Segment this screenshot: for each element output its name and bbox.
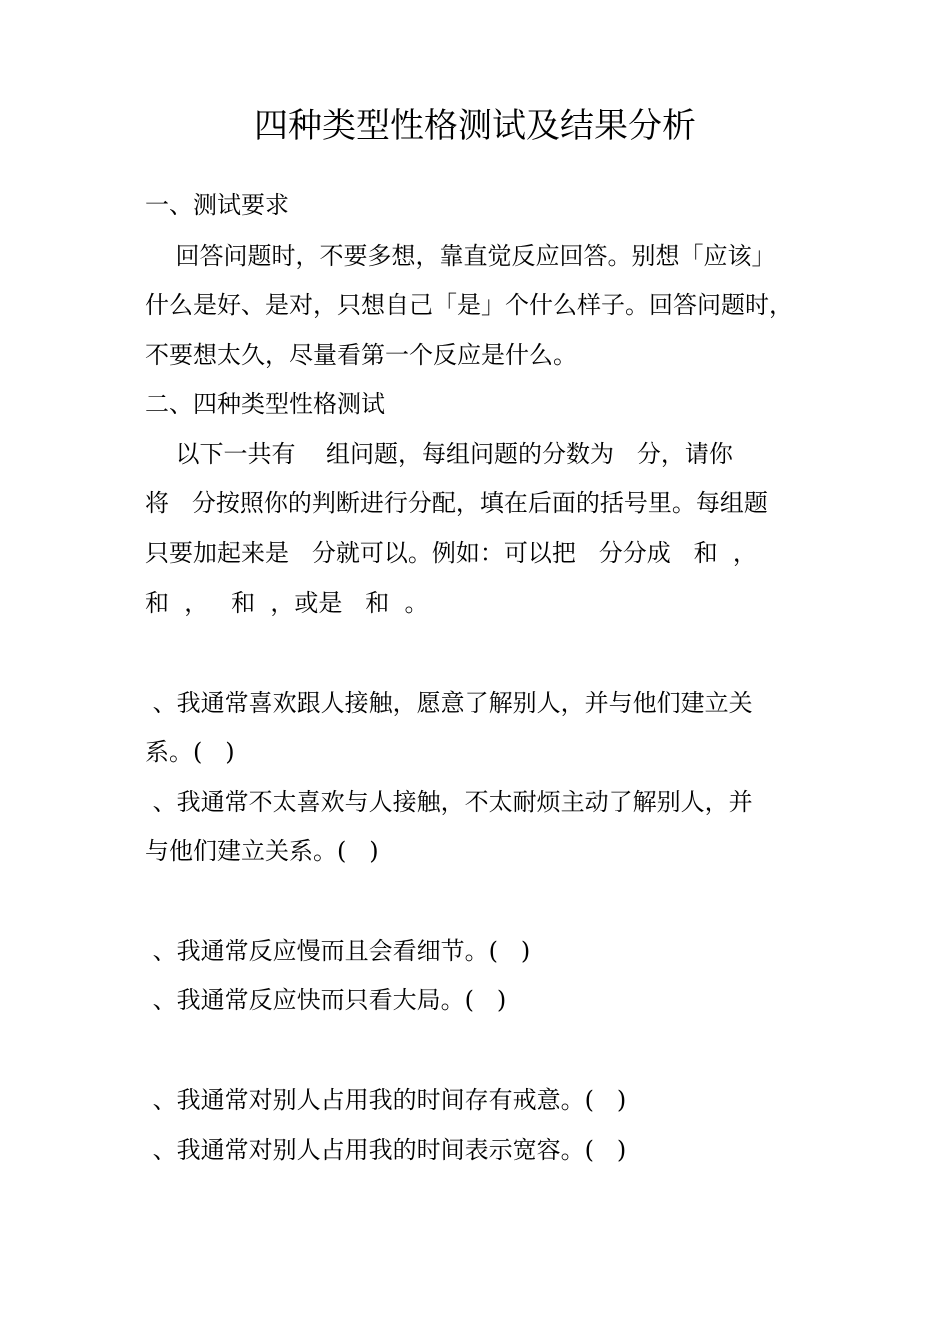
instructions-paragraph-line: 将 分按照你的判断进行分配，填在后面的括号里。每组题 bbox=[145, 489, 768, 517]
requirements-paragraph-line: 回答问题时，不要多想，靠直觉反应回答。别想「应该」 bbox=[145, 242, 776, 270]
question-item: 、我通常喜欢跟人接触，愿意了解别人，并与他们建立关 bbox=[145, 689, 753, 717]
instructions-paragraph-line: 和 ， 和 ，或是 和 。 bbox=[145, 589, 429, 617]
section-heading-requirements: 一、测试要求 bbox=[145, 191, 289, 219]
instructions-paragraph-line: 只要加起来是 分就可以。例如：可以把 分分成 和 ， bbox=[145, 539, 757, 567]
question-item: 系。( ) bbox=[145, 738, 235, 766]
section-heading-test: 二、四种类型性格测试 bbox=[145, 390, 385, 418]
question-item: 、我通常反应快而只看大局。( ) bbox=[145, 986, 507, 1014]
requirements-paragraph-line: 不要想太久，尽量看第一个反应是什么。 bbox=[145, 341, 577, 369]
question-item: 、我通常对别人占用我的时间表示宽容。( ) bbox=[145, 1136, 627, 1164]
question-item: 与他们建立关系。( ) bbox=[145, 837, 379, 865]
question-item: 、我通常不太喜欢与人接触，不太耐烦主动了解别人，并 bbox=[145, 788, 753, 816]
question-item: 、我通常对别人占用我的时间存有戒意。( ) bbox=[145, 1086, 627, 1114]
question-item: 、我通常反应慢而且会看细节。( ) bbox=[145, 937, 531, 965]
requirements-paragraph-line: 什么是好、是对，只想自己「是」个什么样子。回答问题时， bbox=[145, 291, 793, 319]
instructions-paragraph-line: 以下一共有 组问题，每组问题的分数为 分，请你 bbox=[145, 440, 733, 468]
document-title: 四种类型性格测试及结果分析 bbox=[254, 106, 696, 146]
